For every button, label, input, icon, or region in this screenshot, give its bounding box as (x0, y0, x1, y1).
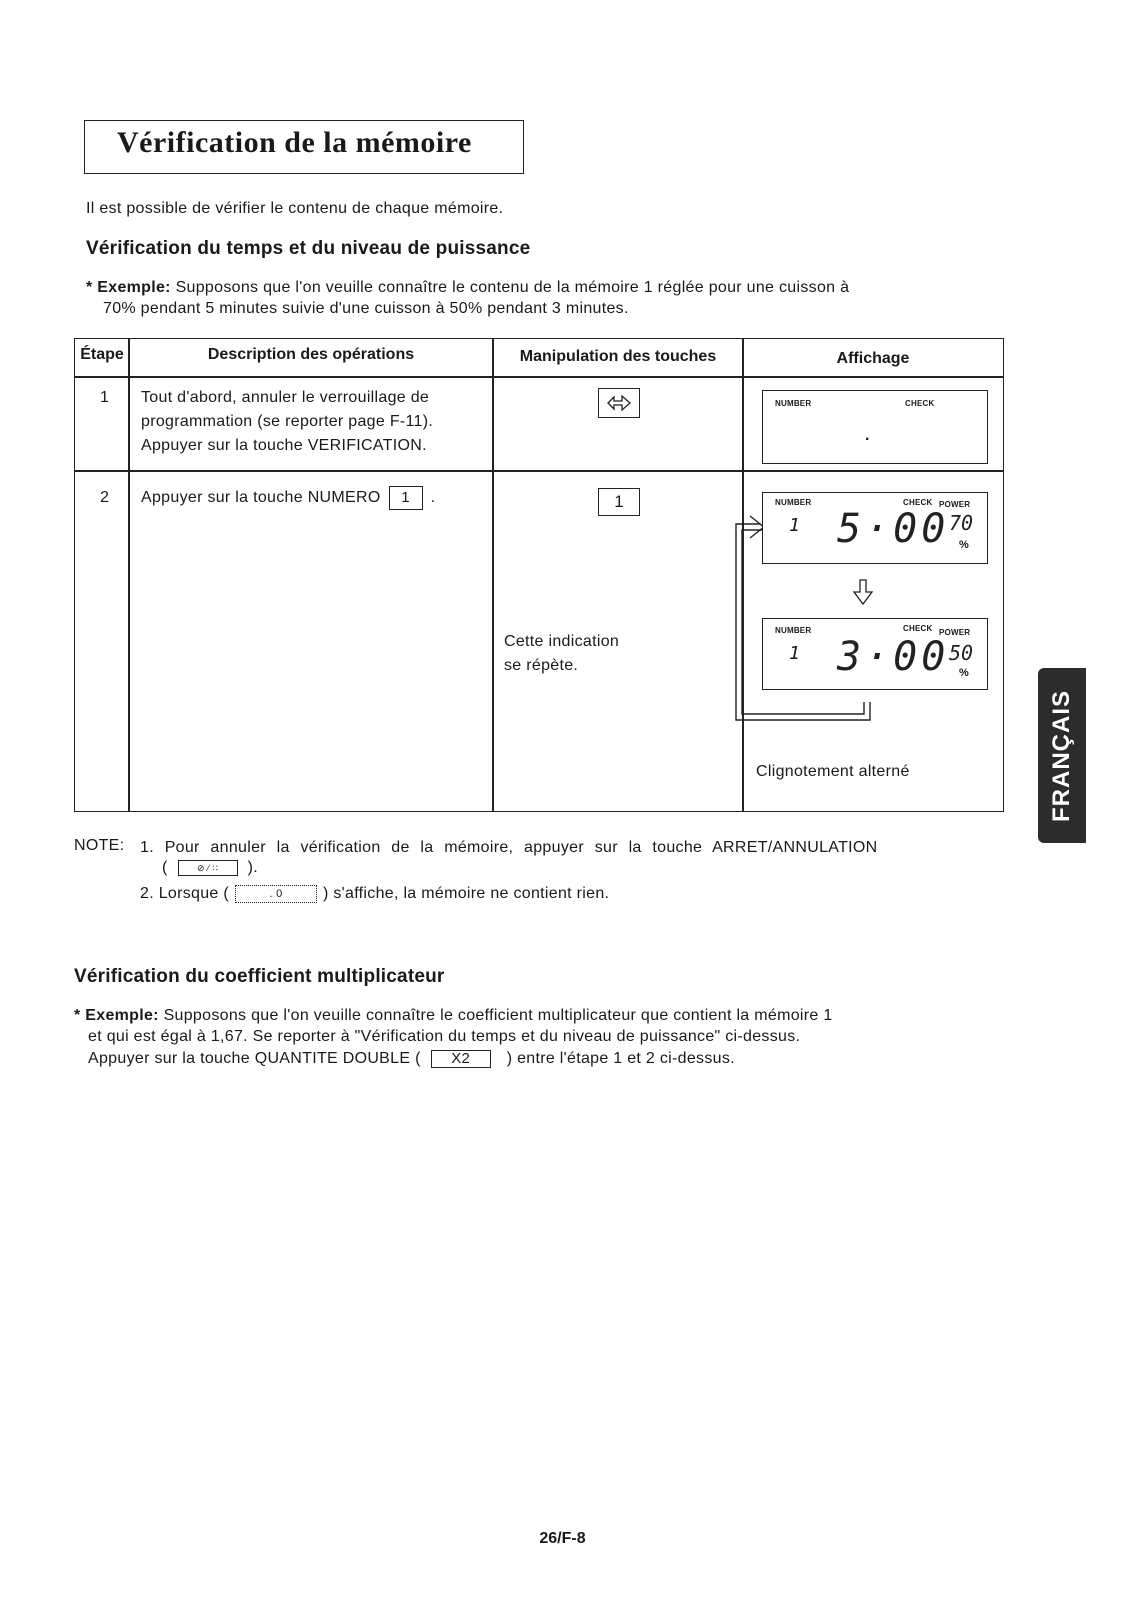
step-1-line: programmation (se reporter page F-11). (141, 413, 434, 430)
display-memory-step1 (762, 492, 988, 564)
lcd-check-label: CHECK (903, 624, 933, 633)
lcd-number-label: NUMBER (775, 498, 812, 507)
step-1-line: Tout d'abord, annuler le verrouillage de (141, 389, 430, 406)
header-step: Étape (80, 346, 124, 363)
lcd-memory-number: 1 (789, 515, 800, 536)
table-header-divider (74, 376, 1004, 378)
step-2-line: Appuyer sur la touche NUMERO (141, 489, 381, 506)
lcd-percent: % (959, 667, 969, 679)
section1-example (86, 278, 849, 298)
lcd-number-label: NUMBER (775, 626, 812, 635)
note-item1: 1. Pour annuler la vérification de la mémoire, appuyer sur la touche ARRET/ANNULATION (140, 839, 878, 856)
step-2-description (141, 486, 435, 510)
display-check-empty (762, 390, 988, 464)
repeat-note (504, 630, 619, 678)
lcd-memory-number: 1 (789, 643, 800, 664)
paren-close: ). (247, 859, 259, 876)
note-item2-suffix: ) s'affiche, la mémoire ne contient rien. (322, 885, 610, 902)
note-label: NOTE: (74, 837, 125, 854)
lcd-dot: . (865, 427, 870, 444)
step-2-suffix: . (430, 489, 436, 506)
step-1-description (141, 386, 433, 458)
example-line1: Supposons que l'on veuille connaître le contenu de la mémoire 1 réglée pour une cuisson à (175, 279, 850, 296)
side-tab-label: FRANÇAIS (1048, 689, 1075, 822)
note-item1-key (162, 858, 258, 878)
example-marker: * Exemple: (86, 279, 171, 296)
table-row-divider (74, 470, 1004, 472)
paren-open: ( (162, 859, 168, 876)
number-1-key[interactable]: 1 (598, 488, 640, 516)
intro-text: Il est possible de vérifier le contenu de chaque mémoire. (86, 200, 504, 217)
lcd-number-label: NUMBER (775, 399, 812, 408)
empty-display-icon: . 0 (235, 885, 317, 903)
lcd-percent: % (959, 539, 969, 551)
note-item2-prefix: 2. Lorsque ( (140, 885, 229, 902)
example-line2: 70% pendant 5 minutes suivie d'une cuisson à 50% pendant 3 minutes. (103, 300, 629, 317)
x2-key: X2 (431, 1050, 491, 1068)
blink-note: Clignotement alterné (756, 763, 910, 780)
section2-line1-text: Supposons que l'on veuille connaître le coefficient multiplicateur que contient la mémoire 1 (163, 1007, 833, 1024)
step-1-number: 1 (100, 389, 110, 406)
header-display: Affichage (836, 350, 910, 367)
header-description: Description des opérations (207, 346, 415, 363)
section2-line2: et qui est égal à 1,67. Se reporter à "Vérification du temps et du niveau de puissance" ci-dessus. (88, 1028, 801, 1045)
lcd-power-value: 50 (949, 641, 974, 665)
repeat-note-line: Cette indication (504, 633, 620, 650)
section2-line3-prefix: Appuyer sur la touche QUANTITE DOUBLE ( (88, 1050, 421, 1067)
check-arrow-key-icon[interactable] (598, 388, 640, 418)
step-2-number: 2 (100, 489, 110, 506)
section2-line1 (74, 1006, 833, 1026)
note-item2 (140, 884, 609, 904)
section2-line3 (88, 1049, 735, 1069)
lcd-power-value: 70 (949, 511, 974, 535)
section1-heading: Vérification du temps et du niveau de puissance (86, 238, 531, 259)
language-side-tab (1038, 668, 1086, 843)
lcd-time: 5·00 (837, 506, 950, 552)
lcd-power-label: POWER (939, 628, 971, 637)
step-1-line: Appuyer sur la touche VERIFICATION. (141, 437, 427, 454)
display-memory-step2 (762, 618, 988, 690)
lcd-time: 3·00 (837, 634, 950, 680)
repeat-note-line: se répète. (504, 657, 579, 674)
table-divider (492, 338, 494, 812)
lcd-power-label: POWER (939, 500, 971, 509)
section2-heading: Vérification du coefficient multiplicateur (74, 966, 445, 987)
lcd-check-label: CHECK (905, 399, 935, 408)
table-divider (128, 338, 130, 812)
header-keys: Manipulation des touches (519, 348, 717, 365)
number-key-inline: 1 (389, 486, 423, 510)
lcd-check-label: CHECK (903, 498, 933, 507)
page-number: 26/F-8 (539, 1530, 586, 1547)
page-title: Vérification de la mémoire (117, 126, 472, 159)
section2-line3-suffix: ) entre l'étape 1 et 2 ci-dessus. (506, 1050, 735, 1067)
stop-cancel-key-icon: ⊘ ⁄ ∷ (178, 860, 238, 876)
example-marker: * Exemple: (74, 1007, 159, 1024)
